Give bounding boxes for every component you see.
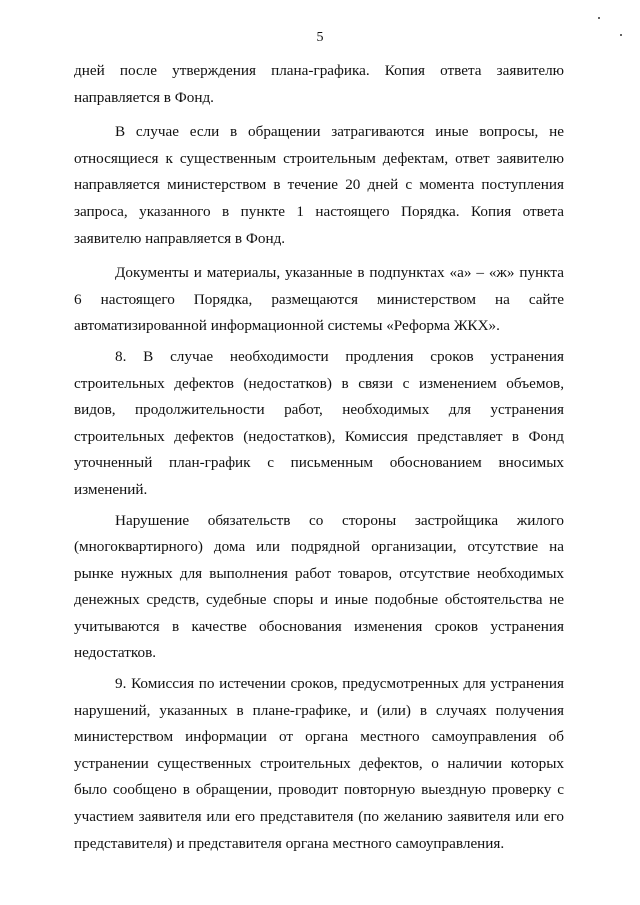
paragraph-4: 8. В случае необходимости продления сроков устранения строительных дефектов (недостатков) в связи с изменением объемов, видов, продолжительности работ, необходимых для устранения строительных дефектов (недостатков), Комиссия представляет в Фонд уточненный план-график с письменным обоснованием вносимых изменений. bbox=[74, 347, 564, 498]
paragraph-1: дней после утверждения плана-графика. Копия ответа заявителю направляется в Фонд. bbox=[74, 62, 564, 106]
page-number: 5 bbox=[316, 30, 324, 45]
paragraph-3: Документы и материалы, указанные в подпунктах «а» – «ж» пункта 6 настоящего Порядка, размещаются министерством на сайте автоматизированной информационной системы «Реформа ЖКХ». bbox=[74, 264, 564, 335]
paragraph-6: 9. Комиссия по истечении сроков, предусмотренных для устранения нарушений, указанных в плане-графике, и (или) в случаях получения министерством информации от органа местного самоуправления об устранении существенных строительных дефектов, о наличии которых было сообщено в обращении, проводит повторную выездную проверку с участием заявителя или его представителя (по желанию заявителя или его представителя) и представителя органа местного самоуправления. bbox=[74, 675, 564, 852]
scan-speck bbox=[598, 17, 600, 19]
paragraph-2: В случае если в обращении затрагиваются иные вопросы, не относящиеся к существенным строительным дефектам, ответ заявителю направляется министерством в течение 20 дней с момента поступления запроса, указанного в пункте 1 настоящего Порядка. Копия ответа заявителю направляется в Фонд. bbox=[74, 123, 564, 247]
paragraph-5: Нарушение обязательств со стороны застройщика жилого (многоквартирного) дома или подрядной организации, отсутствие на рынке нужных для выполнения работ товаров, отсутствие необходимых денежных средств, судебные споры и иные подобные обстоятельства не учитываются в качестве обоснования изменения сроков устранения недостатков. bbox=[74, 511, 564, 662]
scan-speck bbox=[620, 34, 622, 36]
body-text bbox=[74, 58, 564, 857]
